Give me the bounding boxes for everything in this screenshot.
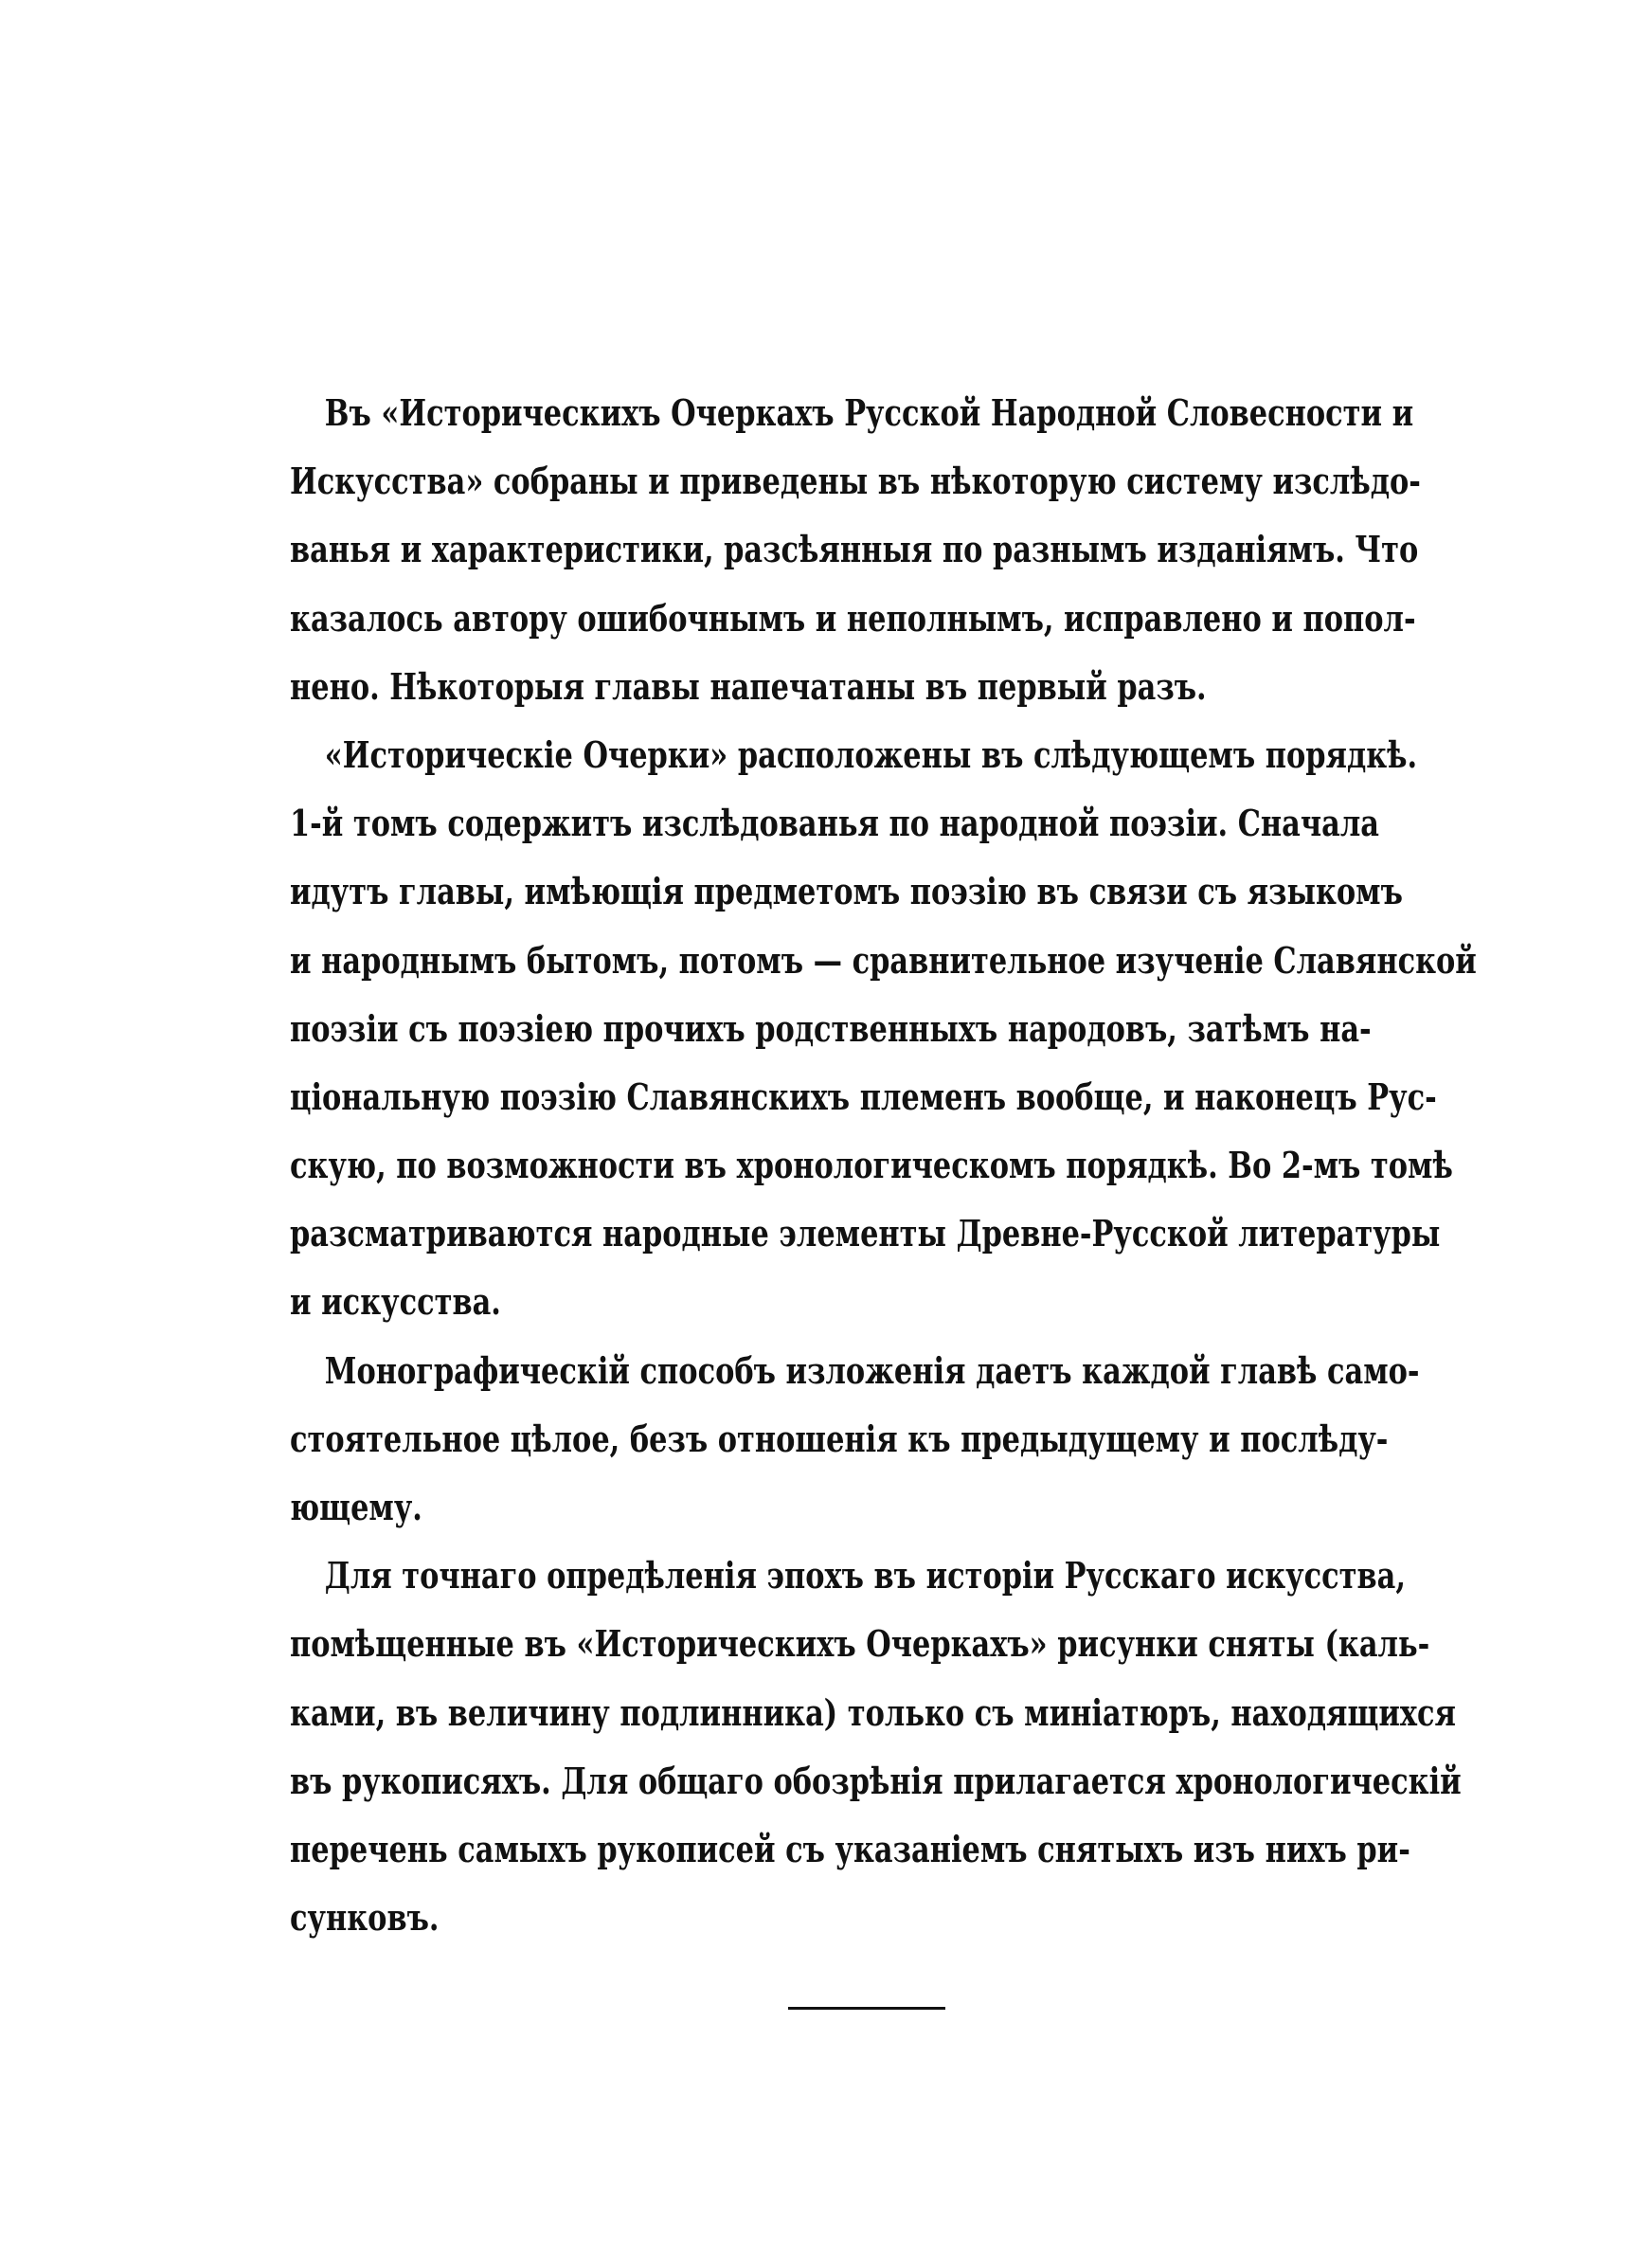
text-line: казалось автору ошибочнымъ и неполнымъ, исправлено и попол-: [290, 596, 1416, 640]
text-line: разсматриваются народные элементы Древне-Русской литературы: [290, 1212, 1441, 1255]
closing-rule: [788, 2007, 945, 2010]
text-line: ками, въ величину подлинника) только съ миніатюръ, находящихся: [290, 1690, 1456, 1734]
text-line: ющему.: [290, 1486, 422, 1528]
text-line: «Историческіе Очерки» расположены въ слѣдующемъ порядкѣ.: [324, 732, 1418, 776]
text-line: скую, по возможности въ хронологическомъ порядкѣ. Во 2-мъ томѣ: [290, 1144, 1453, 1187]
text-line: и народнымъ бытомъ, потомъ — сравнительное изученіе Славянской: [290, 938, 1477, 982]
text-line: стоятельное цѣлое, безъ отношенія къ предыдущему и послѣду-: [290, 1417, 1389, 1460]
text-line: Монографическій способъ изложенія даетъ каждой главѣ само-: [324, 1348, 1420, 1392]
text-line: Для точнаго опредѣленія эпохъ въ исторіи Русскаго искусства,: [324, 1554, 1406, 1598]
text-line: въ рукописяхъ. Для общаго обозрѣнія прилагается хронологическій: [290, 1759, 1462, 1802]
paragraph-4: [290, 1542, 1462, 1952]
text-line: сунковъ.: [290, 1896, 440, 1940]
page-body: [290, 379, 1477, 1952]
text-line: Искусства» собраны и приведены въ нѣкоторую систему изслѣдо-: [290, 460, 1421, 503]
text-line: 1-й томъ содержитъ изслѣдованья по народной поэзіи. Сначала: [290, 802, 1379, 845]
paragraph-1: [290, 379, 1421, 721]
text-line: Въ «Историческихъ Очеркахъ Русской Народной Словесности и: [324, 391, 1414, 434]
text-line: ванья и характеристики, разсѣянныя по разнымъ изданіямъ. Что: [290, 528, 1419, 571]
text-line: и искусства.: [290, 1280, 501, 1324]
paragraph-3: [290, 1337, 1420, 1543]
text-line: поэзіи съ поэзіею прочихъ родственныхъ народовъ, затѣмъ на-: [290, 1006, 1372, 1050]
text-line: помѣщенные въ «Историческихъ Очеркахъ» рисунки сняты (каль-: [290, 1622, 1430, 1666]
text-line: нено. Нѣкоторыя главы напечатаны въ первый разъ.: [290, 664, 1207, 708]
text-line: перечень самыхъ рукописей съ указаніемъ снятыхъ изъ нихъ ри-: [290, 1827, 1410, 1870]
text-line: ціональную поэзію Славянскихъ племенъ вообще, и наконецъ Рус-: [290, 1074, 1437, 1118]
text-line: идутъ главы, имѣющія предметомъ поэзію въ связи съ языкомъ: [290, 870, 1403, 913]
paragraph-2: [290, 721, 1477, 1337]
